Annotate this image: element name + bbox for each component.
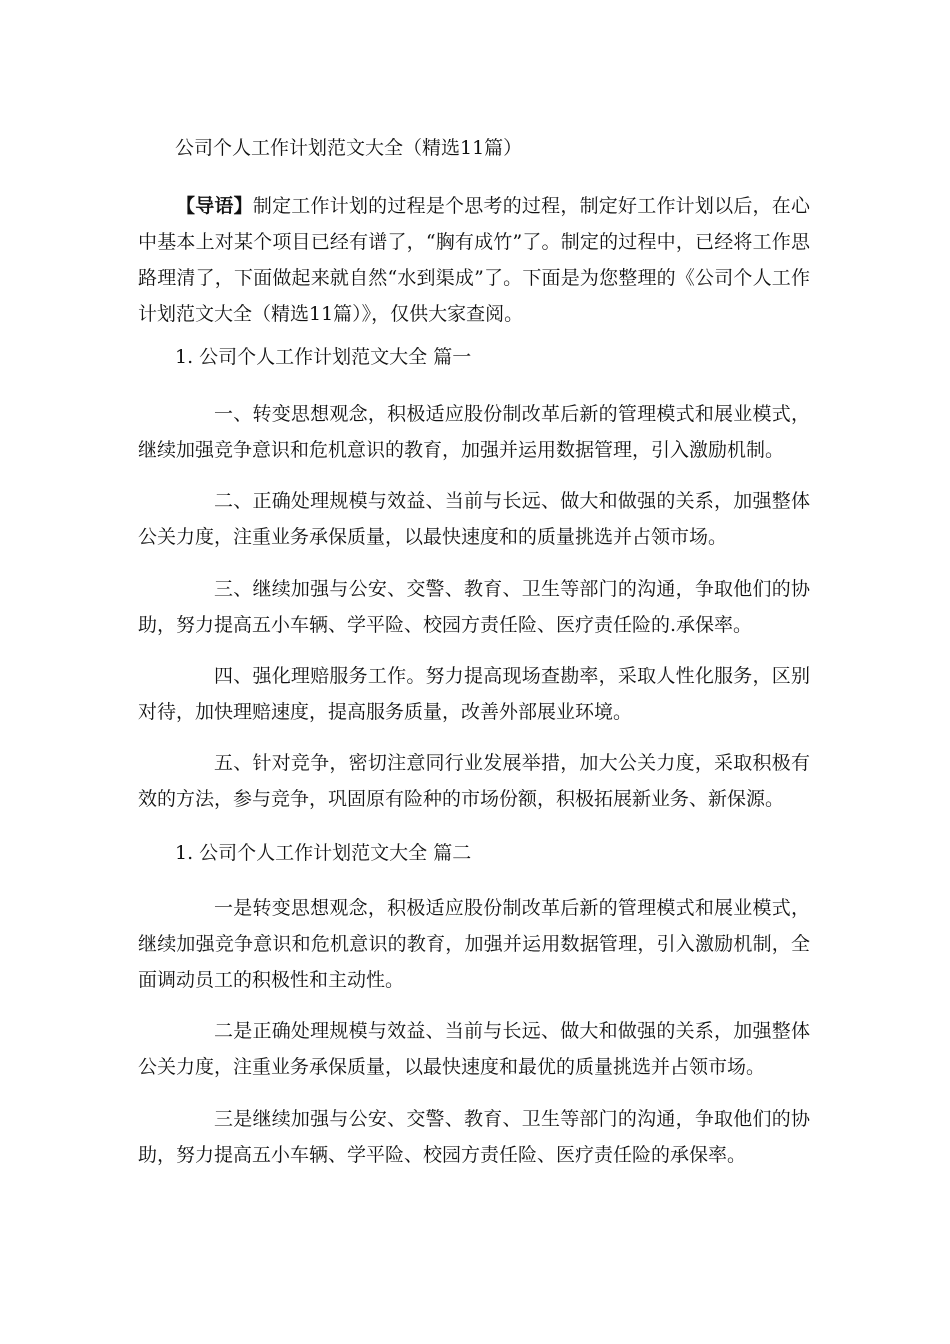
intro-paragraph bbox=[138, 188, 810, 332]
section-heading-1: 1. 公司个人工作计划范文大全 篇一 bbox=[175, 346, 472, 368]
section1-paragraph: 二、正确处理规模与效益、当前与长远、做大和做强的关系，加强整体公关力度，注重业务承保质量，以最快速度和的质量挑选并占领市场。 bbox=[138, 490, 810, 548]
section1-paragraph: 三、继续加强与公安、交警、教育、卫生等部门的沟通，争取他们的协助，努力提高五小车辆、学平险、校园方责任险、医疗责任险的.承保率。 bbox=[138, 578, 810, 636]
section2-paragraph: 二是正确处理规模与效益、当前与长远、做大和做强的关系，加强整体公关力度，注重业务承保质量，以最快速度和最优的质量挑选并占领市场。 bbox=[138, 1020, 810, 1078]
section1-paragraph: 一、转变思想观念，积极适应股份制改革后新的管理模式和展业模式，继续加强竞争意识和危机意识的教育，加强并运用数据管理，引入激励机制。 bbox=[138, 403, 810, 461]
section1-paragraph: 四、强化理赔服务工作。努力提高现场查勘率，采取人性化服务，区别对待，加快理赔速度，提高服务质量，改善外部展业环境。 bbox=[138, 665, 810, 723]
intro-tag: 【导语】 bbox=[176, 195, 253, 217]
section2-paragraph: 一是转变思想观念，积极适应股份制改革后新的管理模式和展业模式，继续加强竞争意识和危机意识的教育，加强并运用数据管理，引入激励机制，全面调动员工的积极性和主动性。 bbox=[138, 897, 810, 991]
section-heading-2: 1. 公司个人工作计划范文大全 篇二 bbox=[175, 842, 472, 864]
intro-text: 制定工作计划的过程是个思考的过程，制定好工作计划以后，在心中基本上对某个项目已经有谱了，“胸有成竹”了。制定的过程中，已经将工作思路理清了，下面做起来就自然“水到渠成”了。下面是为您整理的《公司个人工作计划范文大全（精选11篇）》，仅供大家查阅。 bbox=[138, 195, 810, 325]
document-title: 公司个人工作计划范文大全（精选11篇） bbox=[175, 137, 523, 159]
section2-paragraph: 三是继续加强与公安、交警、教育、卫生等部门的沟通，争取他们的协助，努力提高五小车辆、学平险、校园方责任险、医疗责任险的承保率。 bbox=[138, 1108, 810, 1166]
section1-paragraph: 五、针对竞争，密切注意同行业发展举措，加大公关力度，采取积极有效的方法，参与竞争，巩固原有险种的市场份额，积极拓展新业务、新保源。 bbox=[138, 752, 810, 810]
